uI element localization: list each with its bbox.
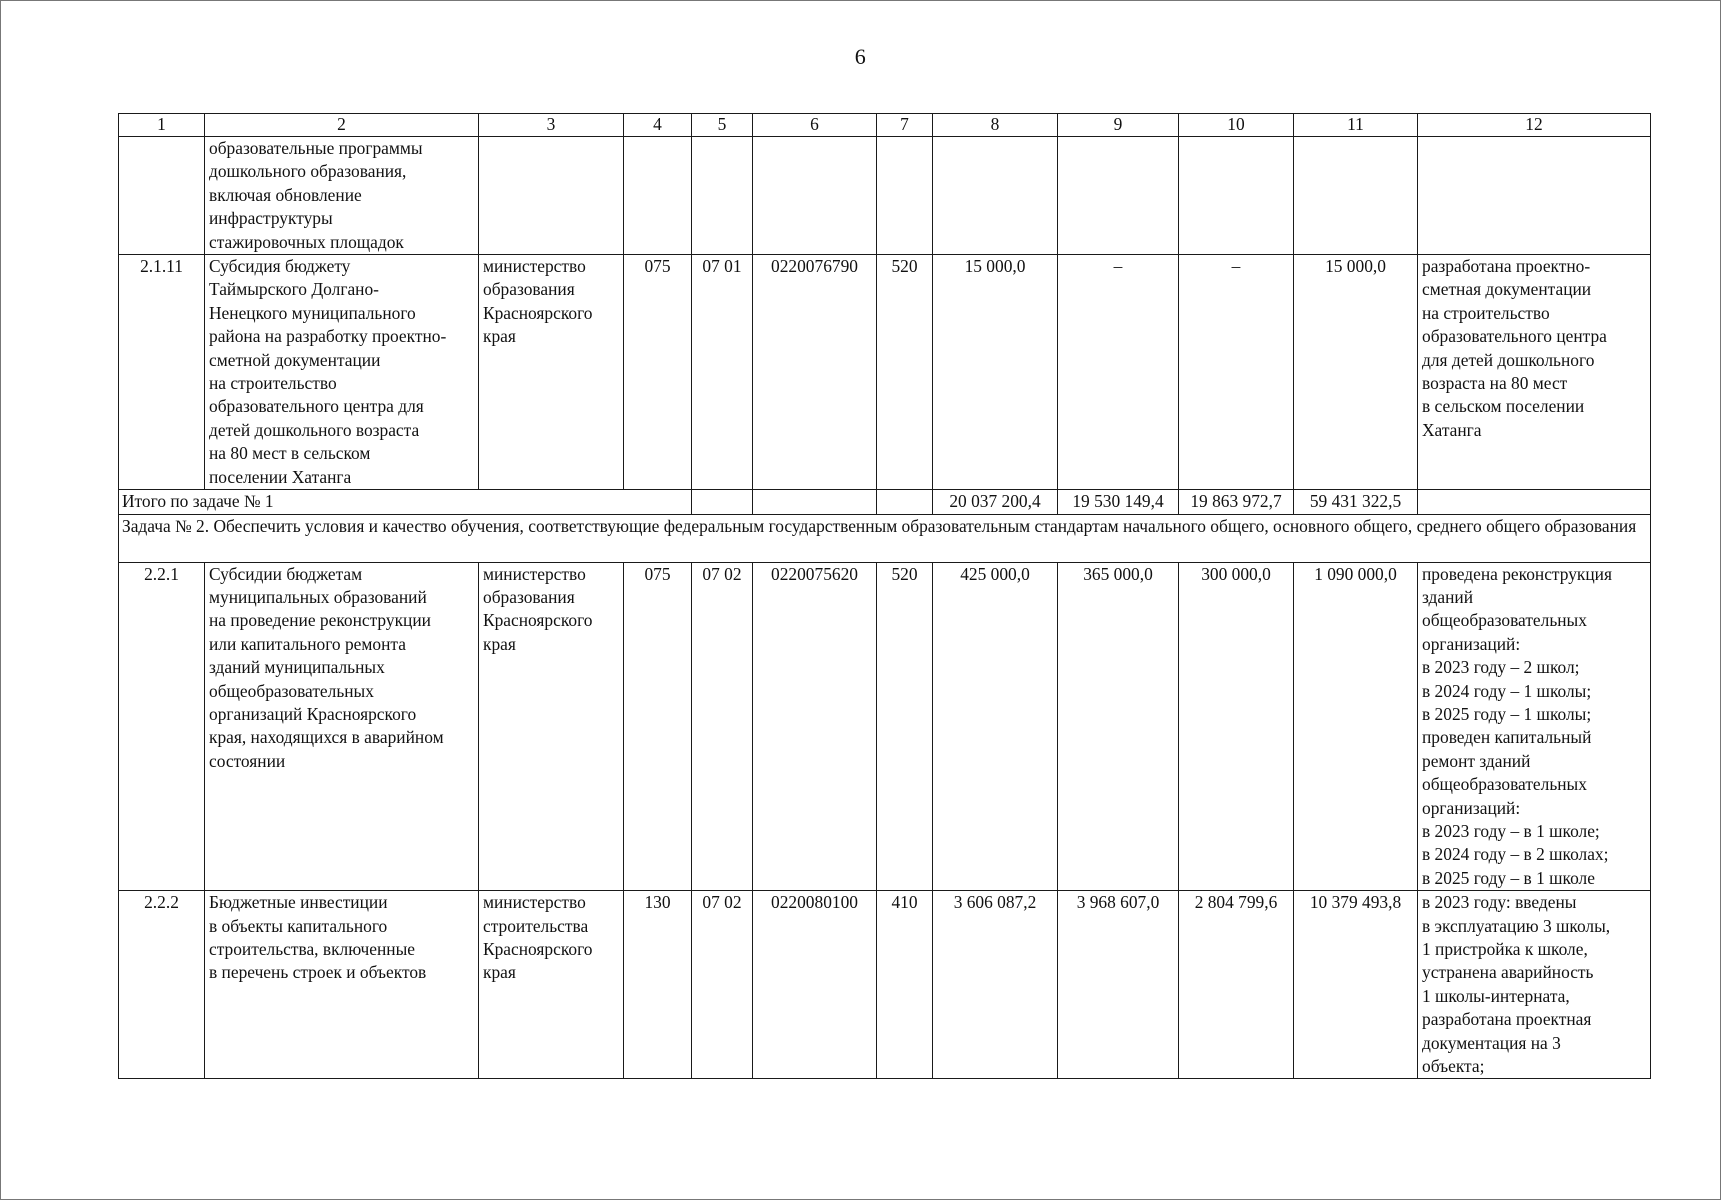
row-result: разработана проектно- сметная документации на строительство образовательного центра для детей дошкольного возраста на 80 мест в сельском поселении Хатанга — [1418, 255, 1651, 490]
row-amount-col9: 365 000,0 — [1058, 562, 1179, 891]
row-section-code: 07 01 — [692, 255, 753, 490]
row-amount-col8: 425 000,0 — [933, 562, 1058, 891]
row-grbs-code: 075 — [624, 255, 692, 490]
total-amount-col8: 20 037 200,4 — [933, 490, 1058, 514]
total-amount-col9: 19 530 149,4 — [1058, 490, 1179, 514]
header-col-10: 10 — [1179, 114, 1294, 137]
table-row-2-2-1 — [119, 562, 1651, 891]
row-amount-col8: 3 606 087,2 — [933, 891, 1058, 1079]
table-row-continuation — [119, 137, 1651, 255]
row-description: Субсидия бюджету Таймырского Долгано- Ненецкого муниципального района на разработку проектно- сметной документации на строительство образовательного центра для детей дошкольного возраста на 80 мест в сельском поселении Хатанга — [205, 255, 479, 490]
header-col-3: 3 — [479, 114, 624, 137]
header-col-2: 2 — [205, 114, 479, 137]
row-number: 2.2.1 — [119, 562, 205, 891]
row-executor: министерство образования Красноярского края — [479, 562, 624, 891]
row-amount-col10: 300 000,0 — [1179, 562, 1294, 891]
row-number: 2.2.2 — [119, 891, 205, 1079]
row-section-code: 07 02 — [692, 891, 753, 1079]
row-number: 2.1.11 — [119, 255, 205, 490]
row-grbs-code: 075 — [624, 562, 692, 891]
row-section-code: 07 02 — [692, 562, 753, 891]
row-target-code: 0220075620 — [753, 562, 877, 891]
row-amount-col10: – — [1179, 255, 1294, 490]
row-description: Бюджетные инвестиции в объекты капитального строительства, включенные в перечень строек и объектов — [205, 891, 479, 1079]
table-row-2-1-11 — [119, 255, 1651, 490]
header-row — [119, 114, 1651, 137]
row-result: проведена реконструкция зданий общеобразовательных организаций: в 2023 году – 2 школ; в 2024 году – 1 школы; в 2025 году – 1 школы; проведен капитальный ремонт зданий общеобразовательных организаций: в 2023 году – в 1 школе; в 2024 году – в 2 школах; в 2025 году – в 1 школе — [1418, 562, 1651, 891]
row-amount-total: 10 379 493,8 — [1294, 891, 1418, 1079]
header-col-8: 8 — [933, 114, 1058, 137]
row-target-code: 0220080100 — [753, 891, 877, 1079]
table-row-task-2 — [119, 514, 1651, 562]
row-target-code: 0220076790 — [753, 255, 877, 490]
row-amount-total: 15 000,0 — [1294, 255, 1418, 490]
row-executor: министерство строительства Красноярского края — [479, 891, 624, 1079]
row-result: в 2023 году: введены в эксплуатацию 3 школы, 1 пристройка к школе, устранена аварийность 1 школы-интерната, разработана проектная документация на 3 объекта; — [1418, 891, 1651, 1079]
header-col-1: 1 — [119, 114, 205, 137]
header-col-11: 11 — [1294, 114, 1418, 137]
table-row-2-2-2 — [119, 891, 1651, 1079]
header-col-4: 4 — [624, 114, 692, 137]
total-amount-col11: 59 431 322,5 — [1294, 490, 1418, 514]
row-grbs-code: 130 — [624, 891, 692, 1079]
task-2-title: Задача № 2. Обеспечить условия и качество обучения, соответствующие федеральным государственным образовательным стандартам начального общего, основного общего, среднего общего образования — [119, 514, 1651, 562]
header-col-9: 9 — [1058, 114, 1179, 137]
row-amount-total: 1 090 000,0 — [1294, 562, 1418, 891]
row-executor: министерство образования Красноярского края — [479, 255, 624, 490]
page-number: 6 — [854, 44, 867, 69]
header-col-5: 5 — [692, 114, 753, 137]
total-label: Итого по задаче № 1 — [119, 490, 692, 514]
row-amount-col9: 3 968 607,0 — [1058, 891, 1179, 1079]
total-amount-col10: 19 863 972,7 — [1179, 490, 1294, 514]
row-expense-type: 410 — [877, 891, 933, 1079]
row-amount-col9: – — [1058, 255, 1179, 490]
header-col-12: 12 — [1418, 114, 1651, 137]
row-description: образовательные программы дошкольного образования, включая обновление инфраструктуры стажировочных площадок — [205, 137, 479, 255]
row-description: Субсидии бюджетам муниципальных образований на проведение реконструкции или капитального ремонта зданий муниципальных общеобразовательных организаций Красноярского края, находящихся в аварийном состоянии — [205, 562, 479, 891]
table-row-total-task-1 — [119, 490, 1651, 514]
header-col-6: 6 — [753, 114, 877, 137]
row-expense-type: 520 — [877, 562, 933, 891]
row-amount-col8: 15 000,0 — [933, 255, 1058, 490]
row-amount-col10: 2 804 799,6 — [1179, 891, 1294, 1079]
program-measures-table — [118, 113, 1651, 1079]
header-col-7: 7 — [877, 114, 933, 137]
row-expense-type: 520 — [877, 255, 933, 490]
